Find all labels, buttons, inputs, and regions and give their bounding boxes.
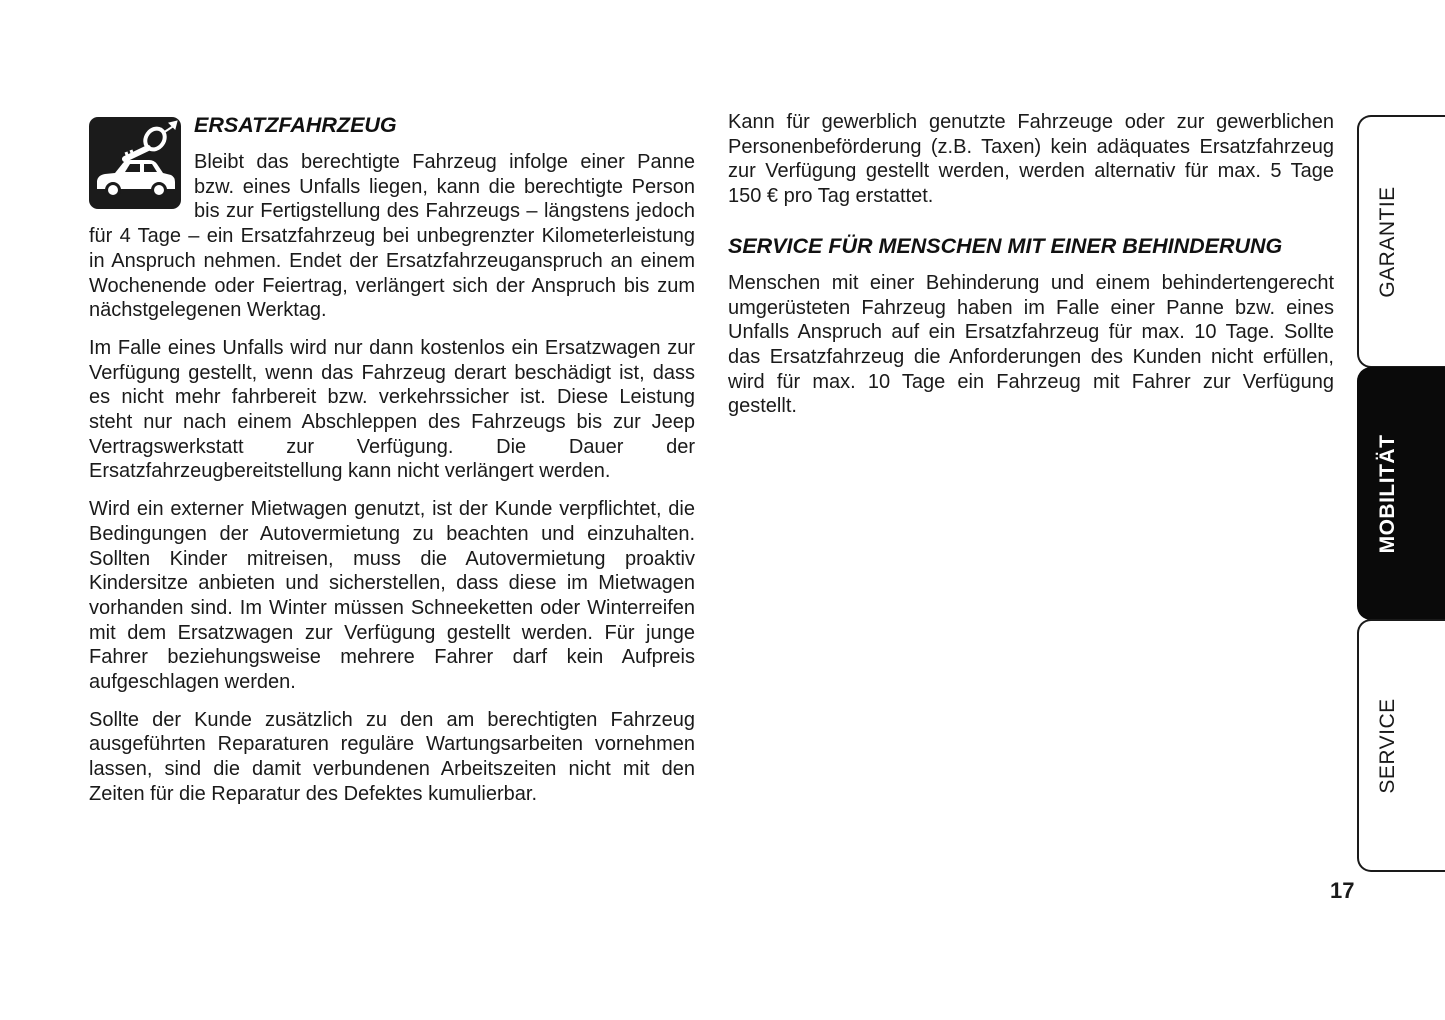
paragraph: Bleibt das berechtigte Fahrzeug infolge einer Panne bzw. eines Unfalls liegen, kann die berechtigte Person bis zur Fertigstellung des Fahrzeugs – längstens jedoch für 4 Tage – ein Ersatzfahrzeug bei unbegrenzter Kilometerleistung in Anspruch nehmen. Endet der Ersatzfahrzeuganspruch an einem Wochenende oder Feiertrag, verlängert sich der Anspruch bis zum nächstgelegenen Werktag. (89, 151, 695, 322)
right-column (728, 110, 1334, 432)
left-column (89, 110, 695, 820)
page-number: 17 (1330, 878, 1355, 903)
car-key-icon (89, 117, 181, 209)
tab-label: MOBILITÄT (1376, 434, 1399, 553)
tab-garantie[interactable] (1357, 115, 1445, 368)
paragraph: Kann für gewerblich genutzte Fahrzeuge oder zur gewerblichen Personenbeförderung (z.B. Taxen) kein adäquates Ersatzfahrzeug zur Verfügung gestellt werden, werden alternativ für max. 5 Tage 150 € pro Tag erstattet. (728, 111, 1334, 208)
tab-service[interactable] (1357, 619, 1445, 872)
tab-mobilitaet[interactable] (1357, 367, 1445, 620)
tab-label: GARANTIE (1376, 185, 1399, 298)
paragraph: Menschen mit einer Behinderung und einem behindertengerecht umgerüsteten Fahrzeug haben im Falle einer Panne bzw. eines Unfalls Anspruch auf ein Ersatzfahrzeug für max. 10 Tage. Sollte das Ersatzfahrzeug die Anforderungen des Kunden nicht erfüllen, wird für max. 10 Tage ein Fahrzeug mit Fahrer zur Verfügung gestellt. (728, 271, 1334, 418)
paragraph: Wird ein externer Mietwagen genutzt, ist der Kunde verpflichtet, die Bedingungen der Autovermietung zu beachten und einzuhalten. Sollten Kinder mitreisen, muss die Autovermietung proaktiv Kindersitze anbieten und sicherstellen, dass diese im Mietwagen vorhanden sind. Im Winter müssen Schneeketten oder Winterreifen mit dem Ersatzwagen zur Verfügung gestellt werden. Für junge Fahrer beziehungsweise mehrere Fahrer darf kein Aufpreis aufgeschlagen werden. (89, 498, 695, 694)
paragraph: Im Falle eines Unfalls wird nur dann kostenlos ein Ersatzwagen zur Verfügung gestellt, wenn das Fahrzeug derart beschädigt ist, dass es nicht mehr fahrbereit bzw. verkehrssicher ist. Diese Leistung steht nur nach einem Abschleppen des Fahrzeugs bis zur Jeep Vertragswerkstatt zur Verfügung. Die Dauer der Ersatzfahrzeugbereitstellung kann nicht verlängert werden. (89, 336, 695, 483)
paragraph: Sollte der Kunde zusätzlich zu den am berechtigten Fahrzeug ausgeführten Reparaturen reguläre Wartungsarbeiten vornehmen lassen, sind die damit verbundenen Arbeitszeiten nicht mit den Zeiten für die Reparatur des Defektes kumulierbar. (89, 708, 695, 805)
section-heading-behinderung: SERVICE FÜR MENSCHEN MIT EINER BEHINDERUNG (728, 233, 1283, 258)
tab-label: SERVICE (1376, 697, 1399, 794)
section-heading-ersatzfahrzeug: ERSATZFAHRZEUG (194, 113, 397, 137)
